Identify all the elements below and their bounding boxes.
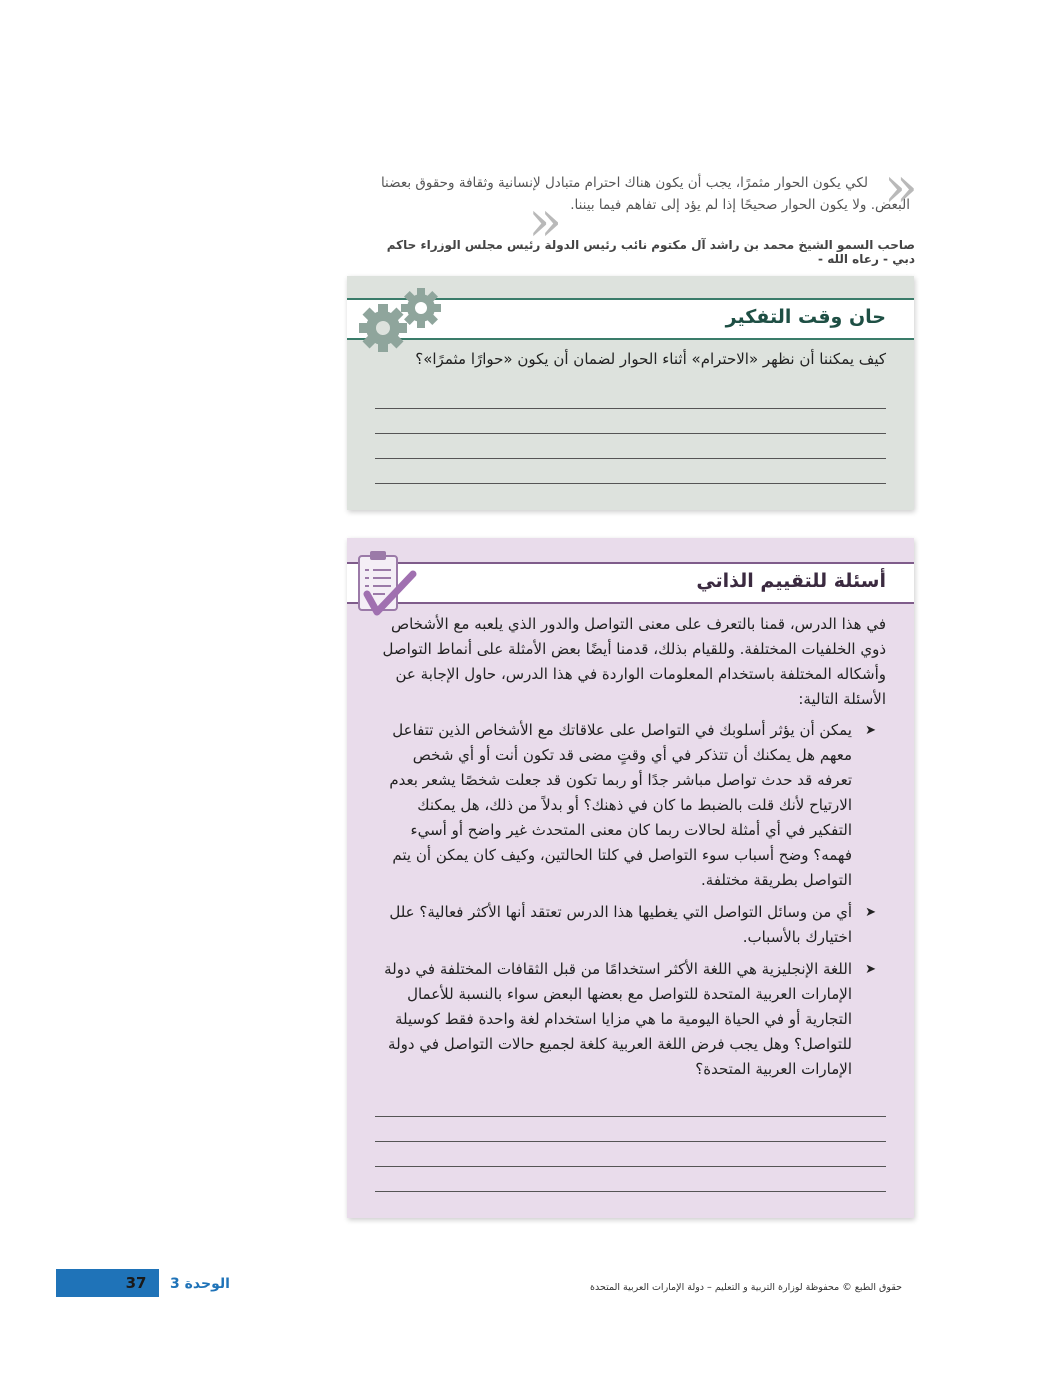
bullet-arrow-icon: ➤ bbox=[865, 723, 876, 738]
question-text: اللغة الإنجليزية هي اللغة الأكثر استخدامًا من قبل الثقافات المختلفة في دولة الإمارات العربية المتحدة للتواصل مع بعضها البعض سواء بالنسبة للأعمال التجارية أو في الحياة اليومية ما هي مزايا استخدام لغة واحدة فقط كوسيلة للتواصل؟ وهل يجب فرض اللغة العربية كلغة لجميع حالات التواصل في دولة الإمارات العربية المتحدة؟ bbox=[384, 960, 852, 1078]
question-text: أي من وسائل التواصل التي يغطيها هذا الدرس تعتقد أنها الأكثر فعالية؟ علل اختيارك بالأسباب. bbox=[389, 903, 852, 946]
self-intro: في هذا الدرس، قمنا بالتعرف على معنى التواصل والدور الذي يلعبه مع الأشخاص ذوي الخلفيات المختلفة. وللقيام بذلك، قدمنا أيضًا بعض الأمثلة على أنماط التواصل وأشكاله المختلفة باستخدام المعلومات الواردة في هذا الدرس، حاول الإجابة عن الأسئلة التالية: bbox=[382, 615, 886, 708]
answer-line[interactable] bbox=[375, 1141, 886, 1142]
answer-line[interactable] bbox=[375, 1166, 886, 1167]
unit-label: الوحدة 3 bbox=[170, 1276, 230, 1292]
self-title-bar bbox=[347, 562, 914, 604]
page-number: 37 bbox=[125, 1274, 147, 1292]
copyright-notice: حقوق الطبع © محفوظة لوزارة التربية و التعليم – دولة الإمارات العربية المتحدة bbox=[590, 1282, 902, 1293]
bullet-arrow-icon: ➤ bbox=[865, 962, 876, 977]
answer-line[interactable] bbox=[375, 433, 886, 434]
list-item bbox=[366, 957, 886, 1082]
answer-line[interactable] bbox=[375, 408, 886, 409]
self-assessment-box bbox=[347, 538, 914, 1218]
gears-icon bbox=[355, 286, 445, 356]
self-title: أسئلة للتقييم الذاتي bbox=[696, 570, 886, 592]
list-item bbox=[366, 900, 886, 950]
think-title: حان وقت التفكير bbox=[725, 306, 886, 328]
quote-close-mark: « bbox=[528, 189, 563, 254]
quote-line-1: لكي يكون الحوار مثمرًا، يجب أن يكون هناك احترام متبادل لإنسانية وثقافة وحقوق بعضنا bbox=[380, 175, 868, 191]
think-question: كيف يمكننا أن نظهر «الاحترام» أثناء الحوار لضمان أن يكون «حوارًا مثمرًا»؟ bbox=[415, 350, 886, 368]
think-box bbox=[347, 276, 914, 510]
answer-line[interactable] bbox=[375, 483, 886, 484]
question-text: يمكن أن يؤثر أسلوبك في التواصل على علاقاتك مع الأشخاص الذين تتفاعل معهم هل يمكنك أن تتذكر في أي وقتٍ مضى قد تكون أنت أو أي شخص تعرفه قد حدث تواصل مباشر جدًا أو ربما تكون قد جعلت شخصًا يشعر بعدم الارتياح لأنك قلت بالضبط ما كان في ذهنك؟ أو بدلاً من ذلك، هل يمكنك التفكير في أي أمثلة لحالات ربما كان معنى المتحدث غير واضح أو أسيء فهمه؟ وضح أسباب سوء التواصل في كلتا الحالتين، وكيف كان يمكن أن يتم التواصل بطريقة مختلفة. bbox=[389, 721, 852, 889]
answer-line[interactable] bbox=[375, 1116, 886, 1117]
question-list bbox=[366, 718, 886, 1089]
quote-attribution: صاحب السمو الشيخ محمد بن راشد آل مكتوم نائب رئيس الدولة رئيس مجلس الوزراء حاكم دبي - رعاه الله - bbox=[386, 238, 915, 266]
quote-text bbox=[360, 172, 916, 216]
answer-line[interactable] bbox=[375, 1191, 886, 1192]
clipboard-check-icon bbox=[355, 548, 417, 618]
answer-line[interactable] bbox=[375, 458, 886, 459]
quote-open-mark: « bbox=[883, 155, 918, 220]
quote-line-2: البعض. ولا يكون الحوار صحيحًا إذا لم يؤد إلى تفاهم فيما بيننا. bbox=[570, 197, 910, 213]
bullet-arrow-icon: ➤ bbox=[865, 905, 876, 920]
list-item bbox=[366, 718, 886, 893]
